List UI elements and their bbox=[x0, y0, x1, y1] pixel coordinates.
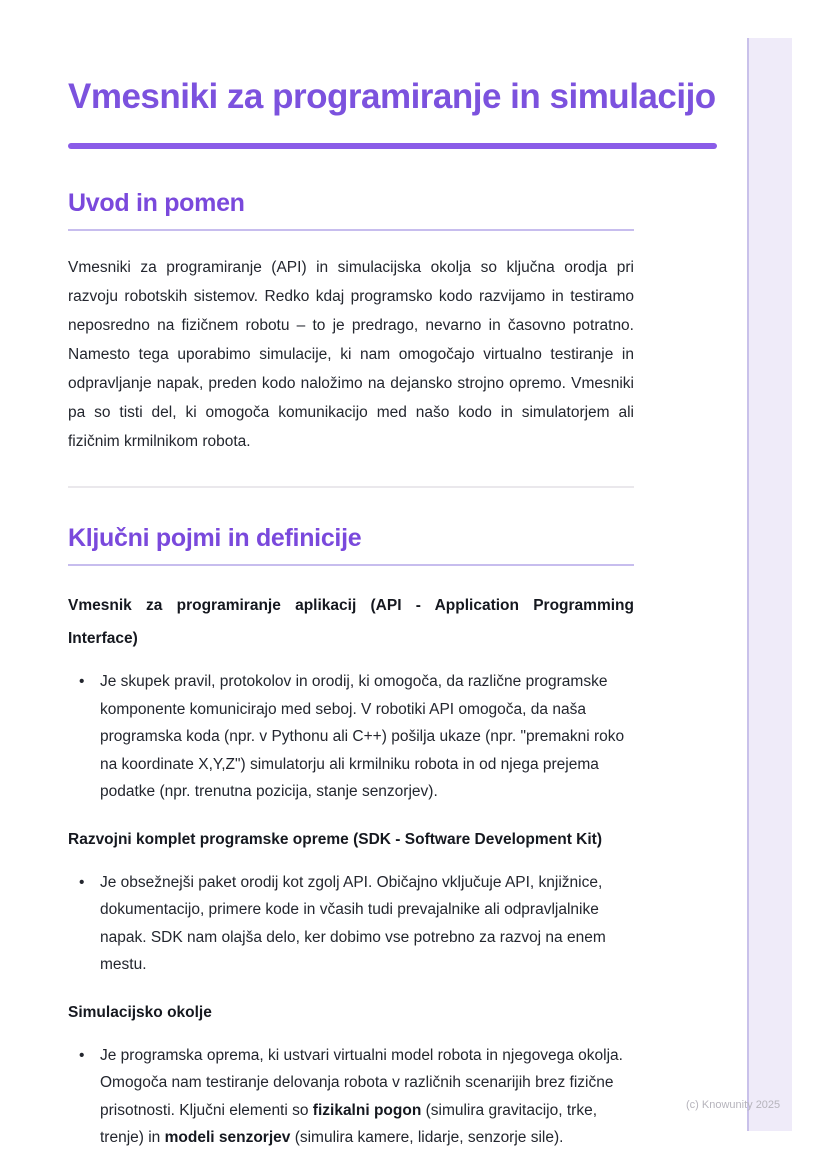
bullet-item: • Je obsežnejši paket orodij kot zgolj API. Običajno vključuje API, knjižnice, dokumentacijo, primere kode in včasih tudi prevajalnike ali odpravljalnike napak. SDK nam olajša delo, ker dobimo vse potrebno za razvoj na enem mestu. bbox=[68, 869, 634, 979]
bullet-list-sdk bbox=[68, 869, 634, 979]
intro-paragraph: Vmesniki za programiranje (API) in simulacijska okolja so ključna orodja pri razvoju robotskih sistemov. Redko kdaj programsko kodo razvijamo in testiramo neposredno na fizičnem robotu – to je predrago, nevarno in časovno potratno. Namesto tega uporabimo simulacije, ki nam omogočajo virtualno testiranje in odpravljanje napak, preden kodo naložimo na dejansko strojno opremo. Vmesniki pa so tisti del, ki omogoča komunikacijo med našo kodo in simulatorjem ali fizičnim krmilnikom robota. bbox=[68, 259, 634, 450]
section-heading-uvod: Uvod in pomen bbox=[68, 189, 245, 217]
term-heading-simulacijsko-okolje: Simulacijsko okolje bbox=[68, 1003, 212, 1021]
copyright-notice: (c) Knowunity 2025 bbox=[686, 1099, 781, 1111]
section-heading-kljucni-pojmi: Ključni pojmi in definicije bbox=[68, 524, 362, 552]
section-divider bbox=[68, 486, 634, 488]
heading-underline bbox=[68, 229, 634, 231]
bullet-list-api bbox=[68, 668, 634, 806]
section-kljucni-pojmi bbox=[68, 523, 717, 1152]
title-rule bbox=[68, 143, 717, 149]
document-content bbox=[68, 0, 717, 1152]
section-uvod-in-pomen bbox=[68, 188, 717, 456]
term-heading-sdk: Razvojni komplet programske opreme (SDK - Software Development Kit) bbox=[68, 830, 602, 848]
bullet-list-simulacijsko-okolje bbox=[68, 1042, 634, 1152]
term-heading-api: Vmesnik za programiranje aplikacij (API - Application Programming Interface) bbox=[68, 597, 634, 647]
decorative-right-stripe bbox=[747, 38, 792, 1131]
bullet-item: • Je programska oprema, ki ustvari virtualni model robota in njegovega okolja. Omogoča nam testiranje delovanja robota v različnih scenarijih brez fizične prisotnosti. Ključni elementi so fizikalni pogon (simulira gravitacijo, trke, trenje) in modeli senzorjev (simulira kamere, lidarje, senzorje sile). bbox=[68, 1042, 634, 1152]
heading-underline bbox=[68, 564, 634, 566]
page-title: Vmesniki za programiranje in simulacijo bbox=[68, 77, 716, 116]
bullet-item: • Je skupek pravil, protokolov in orodij, ki omogoča, da različne programske komponente komunicirajo med seboj. V robotiki API omogoča, da naša programska koda (npr. v Pythonu ali C++) pošilja ukaze (npr. "premakni roko na koordinate X,Y,Z") simulatorju ali krmilniku robota in od njega prejema podatke (npr. trenutna pozicija, stanje senzorjev). bbox=[68, 668, 634, 806]
